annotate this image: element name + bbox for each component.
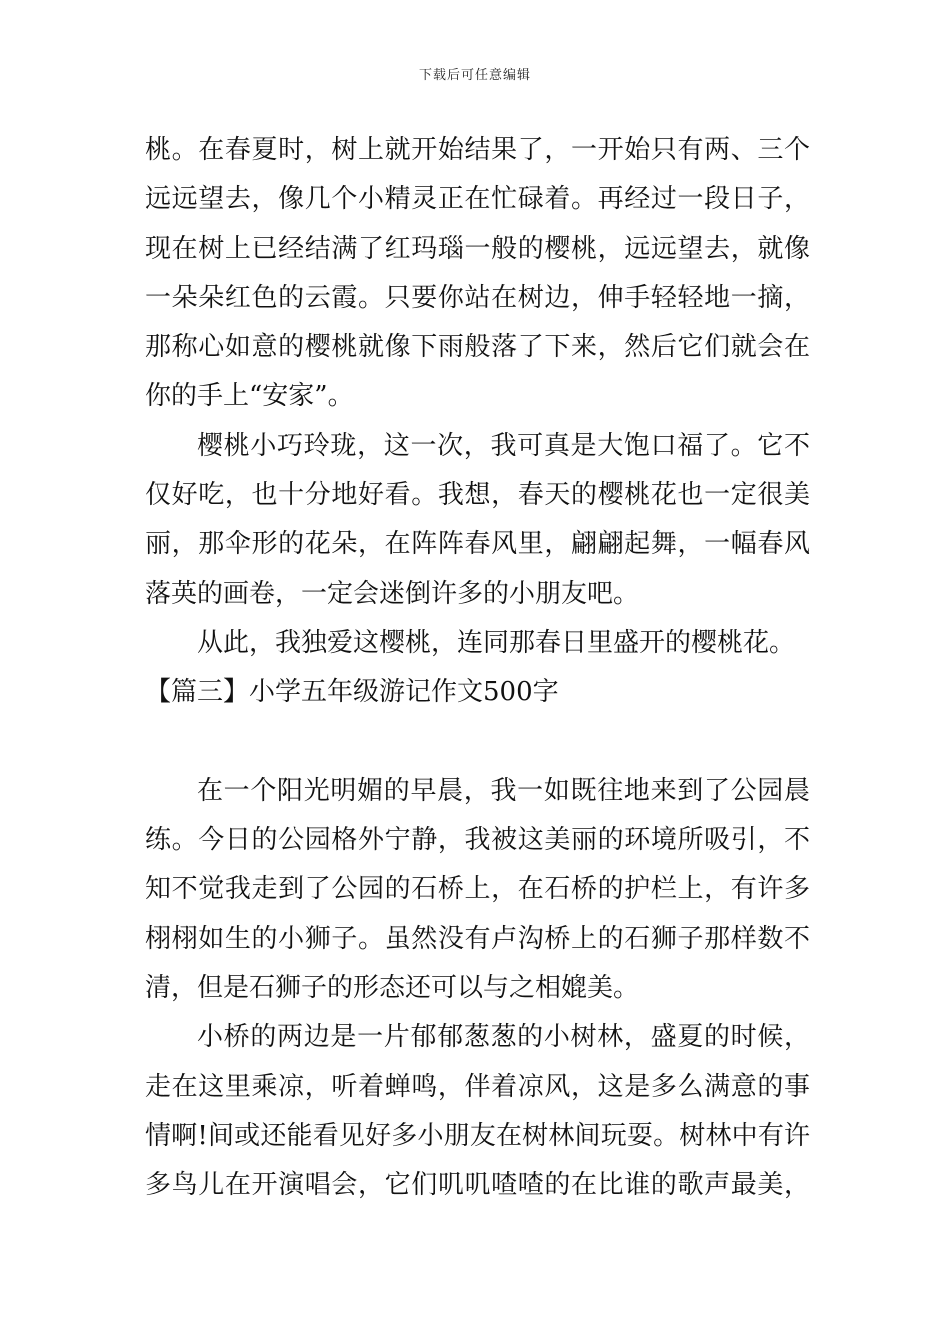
text-line: 仅好吃，也十分地好看。我想，春天的樱桃花也一定很美 xyxy=(145,480,810,511)
text-line: 一朵朵红色的云霞。只要你站在树边，伸手轻轻地一摘， xyxy=(145,282,810,313)
text-line: 在一个阳光明媚的早晨，我一如既往地来到了公园晨 xyxy=(197,775,810,806)
text-line: 栩栩如生的小狮子。虽然没有卢沟桥上的石狮子那样数不 xyxy=(145,923,810,954)
text-line: 知不觉我走到了公园的石桥上，在石桥的护栏上，有许多 xyxy=(145,874,810,905)
text-line: 从此，我独爱这樱桃，连同那春日里盛开的樱桃花。 xyxy=(197,627,796,658)
blank-line xyxy=(145,718,810,767)
section-heading: 【篇三】小学五年级游记作文500字 xyxy=(145,677,559,708)
text-line: 情啊!间或还能看见好多小朋友在树林间玩耍。树林中有许 xyxy=(145,1120,810,1151)
text-line: 樱桃小巧玲珑，这一次，我可真是大饱口福了。它不 xyxy=(197,430,810,461)
text-line: 那称心如意的樱桃就像下雨般落了下来，然后它们就会在 xyxy=(145,332,810,363)
text-line: 丽，那伞形的花朵，在阵阵春风里，翩翩起舞，一幅春风 xyxy=(145,529,810,560)
paragraph-cherry-small xyxy=(145,422,810,619)
text-line: 小桥的两边是一片郁郁葱葱的小树林，盛夏的时候， xyxy=(197,1022,810,1053)
text-line: 远远望去，像几个小精灵正在忙碌着。再经过一段日子， xyxy=(145,184,810,215)
text-line: 落英的画卷，一定会迷倒许多的小朋友吧。 xyxy=(145,578,640,609)
text-line: 现在树上已经结满了红玛瑙一般的樱桃，远远望去，就像 xyxy=(145,233,810,264)
text-line: 你的手上“安家”。 xyxy=(145,381,354,412)
document-body xyxy=(145,126,810,1211)
paragraph-woods xyxy=(145,1013,810,1210)
text-line: 练。今日的公园格外宁静，我被这美丽的环境所吸引，不 xyxy=(145,825,810,856)
paragraph-park-morning xyxy=(145,767,810,1013)
page-header-note: 下载后可任意编辑 xyxy=(418,68,531,83)
text-line: 桃。在春夏时，树上就开始结果了，一开始只有两、三个 xyxy=(145,135,810,165)
text-line: 清，但是石狮子的形态还可以与之相媲美。 xyxy=(145,973,640,1004)
paragraph-conclusion xyxy=(145,619,810,668)
text-line: 走在这里乘凉，听着蝉鸣，伴着凉风，这是多么满意的事 xyxy=(145,1071,810,1102)
paragraph-cherry-fruit xyxy=(145,126,810,422)
text-line: 多鸟儿在开演唱会，它们叽叽喳喳的在比谁的歌声最美， xyxy=(145,1170,810,1201)
